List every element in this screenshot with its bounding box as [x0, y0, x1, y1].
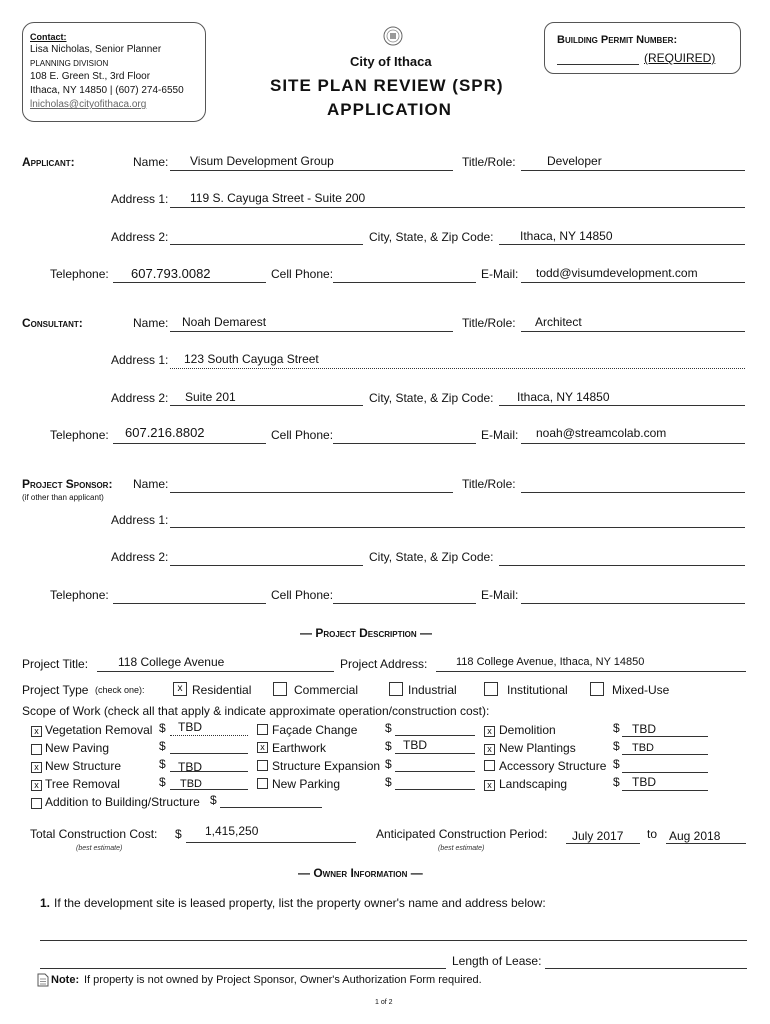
scope-new-paving-label: New Paving — [45, 741, 110, 755]
period-end-field[interactable] — [666, 843, 746, 844]
permit-label: Building Permit Number: — [557, 34, 678, 46]
total-cost-dollar: $ — [175, 827, 182, 841]
scope-structure-expansion-field[interactable] — [395, 771, 475, 772]
project-title-value: 118 College Avenue — [118, 655, 225, 669]
consultant-address1-field[interactable] — [170, 368, 745, 369]
scope-tree-removal-label: Tree Removal — [45, 777, 120, 791]
total-cost-field[interactable] — [186, 842, 356, 843]
scope-new-structure-label: New Structure — [45, 759, 122, 773]
scope-tree-removal-field[interactable] — [170, 789, 248, 790]
project-title-label: Project Title: — [22, 657, 89, 671]
scope-vegetation-removal-cost: TBD — [178, 720, 202, 734]
scope-addition-checkbox[interactable] — [31, 798, 42, 809]
applicant-title-value: Developer — [547, 154, 602, 168]
project-description-heading: — Project Description — — [300, 626, 433, 640]
project-type-note: (check one): — [95, 685, 145, 695]
lease-length-label: Length of Lease: — [452, 954, 542, 968]
scope-new-parking-field[interactable] — [395, 789, 475, 790]
type-residential-checkbox[interactable]: x — [173, 682, 187, 696]
scope-new-parking-dollar: $ — [385, 775, 392, 789]
note-text: If property is not owned by Project Sponsor, Owner's Authorization Form required. — [84, 974, 482, 986]
note-label: Note: — [51, 974, 80, 986]
scope-earthwork-label: Earthwork — [272, 741, 327, 755]
applicant-telephone-field[interactable] — [113, 282, 266, 283]
applicant-name-field[interactable] — [170, 170, 453, 171]
scope-vegetation-removal-dollar: $ — [159, 721, 166, 735]
consultant-address2-field[interactable] — [170, 405, 363, 406]
contact-city-phone: Ithaca, NY 14850 | (607) 274-6550 — [30, 85, 184, 96]
scope-accessory-structure-checkbox[interactable] — [484, 760, 495, 771]
sponsor-name-field[interactable] — [170, 492, 453, 493]
consultant-address1-value: 123 South Cayuga Street — [184, 352, 319, 366]
scope-accessory-structure-field[interactable] — [622, 772, 708, 773]
owner-heading: — Owner Information — — [298, 866, 423, 880]
consultant-address2-label: Address 2: — [111, 391, 169, 405]
scope-label: Scope of Work (check all that apply & indicate approximate operation/construction cost): — [22, 704, 490, 718]
applicant-email-value: todd@visumdevelopment.com — [536, 266, 698, 280]
scope-vegetation-removal-checkbox[interactable]: x — [31, 726, 42, 737]
applicant-address1-field[interactable] — [170, 207, 745, 208]
consultant-email-field[interactable] — [521, 443, 745, 444]
contact-email-link[interactable]: lnicholas@cityofithaca.org — [30, 99, 147, 110]
permit-number-field[interactable] — [557, 64, 639, 65]
applicant-name-label: Name: — [133, 155, 169, 169]
consultant-name-label: Name: — [133, 316, 169, 330]
sponsor-email-field[interactable] — [521, 603, 745, 604]
consultant-cell-field[interactable] — [333, 443, 476, 444]
scope-addition-field[interactable] — [220, 807, 322, 808]
project-address-label: Project Address: — [340, 657, 428, 671]
total-cost-label: Total Construction Cost: — [30, 827, 158, 841]
period-start-field[interactable] — [566, 843, 640, 844]
scope-tree-removal-checkbox[interactable]: x — [31, 780, 42, 791]
scope-earthwork-dollar: $ — [385, 739, 392, 753]
scope-addition-label: Addition to Building/Structure — [45, 795, 200, 809]
sponsor-title-field[interactable] — [521, 492, 745, 493]
scope-demolition-cost: TBD — [632, 722, 656, 736]
scope-demolition-dollar: $ — [613, 721, 620, 735]
scope-landscaping-label: Landscaping — [499, 777, 568, 791]
total-cost-value: 1,415,250 — [205, 824, 259, 838]
consultant-telephone-label: Telephone: — [50, 428, 109, 442]
scope-landscaping-field[interactable] — [622, 790, 708, 791]
type-commercial-label: Commercial — [294, 683, 359, 697]
lease-length-field[interactable] — [545, 968, 747, 969]
scope-facade-change-label: Façade Change — [272, 723, 358, 737]
contact-street: 108 E. Green St., 3rd Floor — [30, 71, 151, 82]
scope-demolition-label: Demolition — [499, 723, 556, 737]
project-title-field[interactable] — [97, 671, 334, 672]
scope-tree-removal-cost: TBD — [180, 778, 202, 790]
sponsor-address2-field[interactable] — [170, 565, 363, 566]
applicant-telephone-label: Telephone: — [50, 267, 109, 281]
owner-q1-text: If the development site is leased property, list the property owner's name and address below: — [54, 896, 546, 910]
period-end-value: Aug 2018 — [669, 829, 721, 843]
consultant-heading: Consultant: — [22, 316, 83, 330]
applicant-telephone-value: 607.793.0082 — [131, 266, 211, 281]
type-industrial-checkbox[interactable] — [389, 682, 403, 696]
scope-structure-expansion-label: Structure Expansion — [272, 759, 381, 773]
document-note-icon — [37, 973, 49, 987]
applicant-heading: Applicant: — [22, 155, 75, 169]
sponsor-title-label: Title/Role: — [462, 477, 516, 491]
applicant-csz-field[interactable] — [499, 244, 745, 245]
type-mixed-use-label: Mixed-Use — [612, 683, 670, 697]
scope-new-plantings-cost: TBD — [632, 742, 654, 754]
scope-vegetation-removal-field[interactable] — [170, 735, 248, 736]
applicant-email-label: E-Mail: — [481, 267, 519, 281]
city-seal-icon — [383, 26, 403, 46]
consultant-csz-label: City, State, & Zip Code: — [369, 391, 494, 405]
scope-new-structure-checkbox[interactable]: x — [31, 762, 42, 773]
period-to-label: to — [647, 827, 658, 841]
applicant-cell-field[interactable] — [333, 282, 476, 283]
applicant-csz-value: Ithaca, NY 14850 — [520, 229, 613, 243]
scope-new-plantings-checkbox[interactable]: x — [484, 744, 495, 755]
permit-required: (REQUIRED) — [644, 51, 716, 65]
sponsor-name-label: Name: — [133, 477, 169, 491]
consultant-title-value: Architect — [535, 315, 582, 329]
sponsor-cell-label: Cell Phone: — [271, 588, 334, 602]
scope-new-paving-checkbox[interactable] — [31, 744, 42, 755]
sponsor-csz-label: City, State, & Zip Code: — [369, 550, 494, 564]
consultant-title-label: Title/Role: — [462, 316, 516, 330]
scope-new-structure-cost: TBD — [178, 760, 202, 774]
scope-new-parking-checkbox[interactable] — [257, 778, 268, 789]
city-name: City of Ithaca — [350, 54, 432, 69]
applicant-title-label: Title/Role: — [462, 155, 516, 169]
scope-facade-change-field[interactable] — [395, 735, 475, 736]
owner-name-address-field[interactable] — [40, 940, 747, 941]
applicant-title-field[interactable] — [521, 170, 745, 171]
applicant-csz-label: City, State, & Zip Code: — [369, 230, 494, 244]
period-estimate-note: (best estimate) — [438, 845, 485, 852]
applicant-email-field[interactable] — [521, 282, 745, 283]
applicant-address2-label: Address 2: — [111, 230, 169, 244]
period-start-value: July 2017 — [572, 829, 624, 843]
consultant-title-field[interactable] — [521, 331, 745, 332]
applicant-name-value: Visum Development Group — [190, 154, 334, 168]
type-industrial-label: Industrial — [408, 683, 457, 697]
sponsor-address1-label: Address 1: — [111, 513, 169, 527]
owner-extra-field[interactable] — [40, 968, 446, 969]
project-type-label: Project Type — [22, 683, 89, 697]
consultant-telephone-field[interactable] — [113, 443, 266, 444]
type-institutional-checkbox[interactable] — [484, 682, 498, 696]
scope-facade-change-dollar: $ — [385, 721, 392, 735]
scope-earthwork-checkbox[interactable]: x — [257, 742, 268, 753]
page-number: 1 of 2 — [375, 999, 393, 1006]
applicant-address1-label: Address 1: — [111, 192, 169, 206]
scope-accessory-structure-dollar: $ — [613, 757, 620, 771]
consultant-csz-field[interactable] — [499, 405, 745, 406]
sponsor-telephone-field[interactable] — [113, 603, 266, 604]
sponsor-address1-field[interactable] — [170, 527, 745, 528]
project-address-field[interactable] — [436, 671, 746, 672]
applicant-cell-label: Cell Phone: — [271, 267, 334, 281]
scope-landscaping-checkbox[interactable]: x — [484, 780, 495, 791]
contact-name: Lisa Nicholas, Senior Planner — [30, 44, 162, 55]
scope-accessory-structure-label: Accessory Structure — [499, 759, 607, 773]
scope-facade-change-checkbox[interactable] — [257, 724, 268, 735]
type-mixed-use-checkbox[interactable] — [590, 682, 604, 696]
consultant-email-label: E-Mail: — [481, 428, 519, 442]
consultant-telephone-value: 607.216.8802 — [125, 425, 205, 440]
scope-new-parking-label: New Parking — [272, 777, 341, 791]
sponsor-telephone-label: Telephone: — [50, 588, 109, 602]
scope-landscaping-cost: TBD — [632, 775, 656, 789]
contact-division: PLANNING DIVISION — [30, 59, 109, 68]
scope-earthwork-cost: TBD — [403, 738, 427, 752]
sponsor-address2-label: Address 2: — [111, 550, 169, 564]
sponsor-csz-field[interactable] — [499, 565, 745, 566]
scope-vegetation-removal-label: Vegetation Removal — [45, 723, 153, 737]
scope-new-structure-field[interactable] — [170, 771, 248, 772]
applicant-address2-field[interactable] — [170, 244, 363, 245]
sponsor-cell-field[interactable] — [333, 603, 476, 604]
scope-demolition-checkbox[interactable]: x — [484, 726, 495, 737]
consultant-address2-value: Suite 201 — [185, 390, 236, 404]
scope-new-plantings-field[interactable] — [622, 754, 708, 755]
scope-new-paving-dollar: $ — [159, 739, 166, 753]
scope-new-plantings-label: New Plantings — [499, 741, 576, 755]
project-address-value: 118 College Avenue, Ithaca, NY 14850 — [456, 656, 645, 668]
sponsor-heading: Project Sponsor: — [22, 477, 113, 491]
form-title: SITE PLAN REVIEW (SPR) — [270, 76, 504, 95]
consultant-csz-value: Ithaca, NY 14850 — [517, 390, 610, 404]
type-institutional-label: Institutional — [507, 683, 568, 697]
scope-landscaping-dollar: $ — [613, 775, 620, 789]
period-label: Anticipated Construction Period: — [376, 827, 548, 841]
type-commercial-checkbox[interactable] — [273, 682, 287, 696]
scope-new-plantings-dollar: $ — [613, 739, 620, 753]
scope-new-paving-field[interactable] — [170, 753, 248, 754]
scope-demolition-field[interactable] — [622, 736, 708, 737]
consultant-name-value: Noah Demarest — [182, 315, 267, 329]
form-subtitle: APPLICATION — [327, 100, 452, 119]
scope-earthwork-field[interactable] — [395, 753, 475, 754]
applicant-address1-value: 119 S. Cayuga Street - Suite 200 — [190, 191, 366, 205]
scope-tree-removal-dollar: $ — [159, 775, 166, 789]
consultant-address1-label: Address 1: — [111, 353, 169, 367]
scope-addition-dollar: $ — [210, 793, 217, 807]
owner-q1-number: 1. — [40, 896, 51, 910]
sponsor-note: (if other than applicant) — [22, 493, 104, 502]
scope-structure-expansion-checkbox[interactable] — [257, 760, 268, 771]
type-residential-label: Residential — [192, 683, 252, 697]
consultant-cell-label: Cell Phone: — [271, 428, 334, 442]
contact-heading: Contact: — [30, 32, 67, 42]
scope-new-structure-dollar: $ — [159, 757, 166, 771]
sponsor-email-label: E-Mail: — [481, 588, 519, 602]
permit-box — [544, 22, 741, 74]
consultant-email-value: noah@streamcolab.com — [536, 426, 667, 440]
scope-structure-expansion-dollar: $ — [385, 757, 392, 771]
consultant-name-field[interactable] — [170, 331, 453, 332]
total-cost-estimate-note: (best estimate) — [76, 845, 123, 852]
